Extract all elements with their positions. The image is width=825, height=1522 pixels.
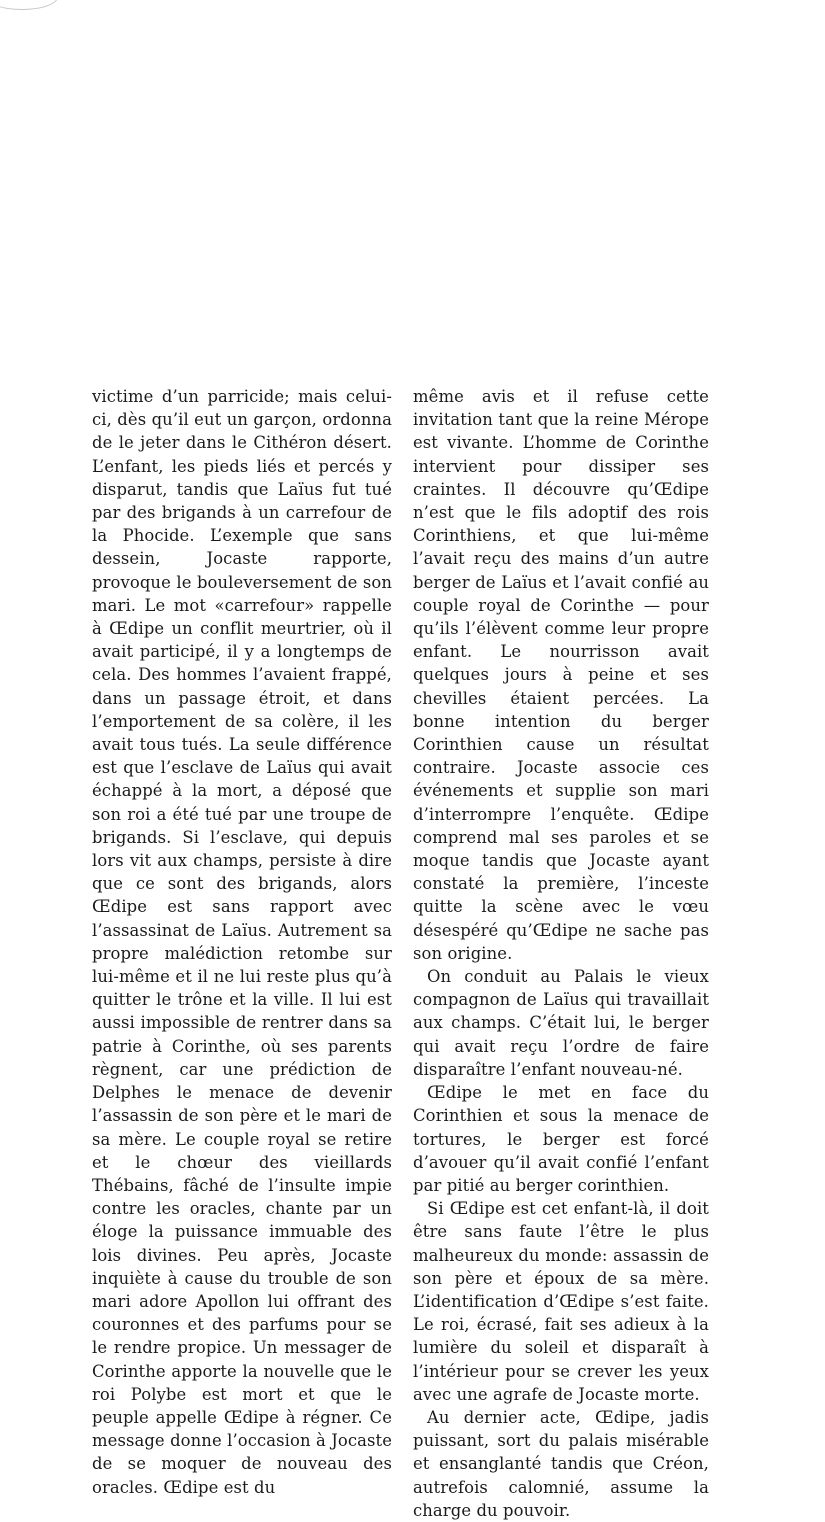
right-paragraph-1: même avis et il refuse cette invitation tant que la reine Mérope est vivante. L’homme de Corinthe intervient pour dissiper ses craintes. Il découvre qu’Œdipe n’est que le fils adoptif des rois Corinthiens, et que lui-même l’avait reçu des mains d’un autre berger de Laïus et l’avait confié au couple royal de Corinthe — pour qu’ils l’élèvent comme leur propre enfant. Le nourrisson avait quelques jours à peine et ses chevilles étaient percées. La bonne intention du berger Corinthien cause un résultat contraire. Jocaste associe ces événements et supplie son mari d’interrompre l’enquête. Œdipe comprend mal ses paroles et se moque tandis que Jocaste ayant constaté la première, l’inceste quitte la scène avec le vœu désespéré qu’Œdipe ne sache pas son origine. — [413, 387, 709, 963]
page-corner-mark — [0, 0, 58, 10]
right-paragraph-3: Œdipe le met en face du Corinthien et sous la menace de tortures, le berger est forcé d’avouer qu’il avait confié l’enfant par pitié au berger corinthien. — [413, 1083, 709, 1195]
right-paragraph-2: On conduit au Palais le vieux compagnon de Laïus qui travaillait aux champs. C’était lui, le berger qui avait reçu l’ordre de faire disparaître l’enfant nouveau-né. — [413, 967, 709, 1079]
right-paragraph-5: Au dernier acte, Œdipe, jadis puissant, sort du palais misérable et ensanglanté tandis que Créon, autrefois calomnié, assume la charge du pouvoir. — [413, 1407, 709, 1520]
right-paragraph-4: Si Œdipe est cet enfant-là, il doit être sans faute l’être le plus malheureux du monde: assassin de son père et époux de sa mère. L’identification d’Œdipe s’est faite. Le roi, écrasé, fait ses adieux à la lumière du soleil et disparaît à l’intérieur pour se crever les yeux avec une agrafe de Jocaste morte. — [413, 1199, 709, 1404]
left-column — [92, 385, 392, 1499]
right-column — [413, 385, 709, 1522]
left-paragraph-1: victime d’un parricide; mais celui-ci, dès qu’il eut un garçon, ordonna de le jeter dans le Cithéron désert. L’enfant, les pieds liés et percés y disparut, tandis que Laïus fut tué par des brigands à un carrefour de la Phocide. L’exemple que sans dessein, Jocaste rapporte, provoque le bouleversement de son mari. Le mot «carrefour» rappelle à Œdipe un conflit meurtrier, où il avait participé, il y a longtemps de cela. Des hommes l’avaient frappé, dans un passage étroit, et dans l’emportement de sa colère, il les avait tous tués. La seule différence est que l’esclave de Laïus qui avait échappé à la mort, a déposé que son roi a été tué par une troupe de brigands. Si l’esclave, qui depuis lors vit aux champs, persiste à dire que ce sont des brigands, alors Œdipe est sans rapport avec l’assassinat de Laïus. Autrement sa propre malédiction retombe sur lui-même et il ne lui reste plus qu’à quitter le trône et la ville. Il lui est aussi impossible de rentrer dans sa patrie à Corinthe, où ses parents règnent, car une prédiction de Delphes le menace de devenir l’assassin de son père et le mari de sa mère. Le couple royal se retire et le chœur des vieillards Thébains, fâché de l’insulte impie contre les oracles, chante par un éloge la puissance immuable des lois divines. Peu après, Jocaste inquiète à cause du trouble de son mari adore Apollon lui offrant des couronnes et des parfums pour se le rendre propice. Un messager de Corinthe apporte la nouvelle que le roi Polybe est mort et que le peuple appelle Œdipe à régner. Ce message donne l’occasion à Jocaste de se moquer de nouveau des oracles. Œdipe est du — [92, 387, 392, 1497]
